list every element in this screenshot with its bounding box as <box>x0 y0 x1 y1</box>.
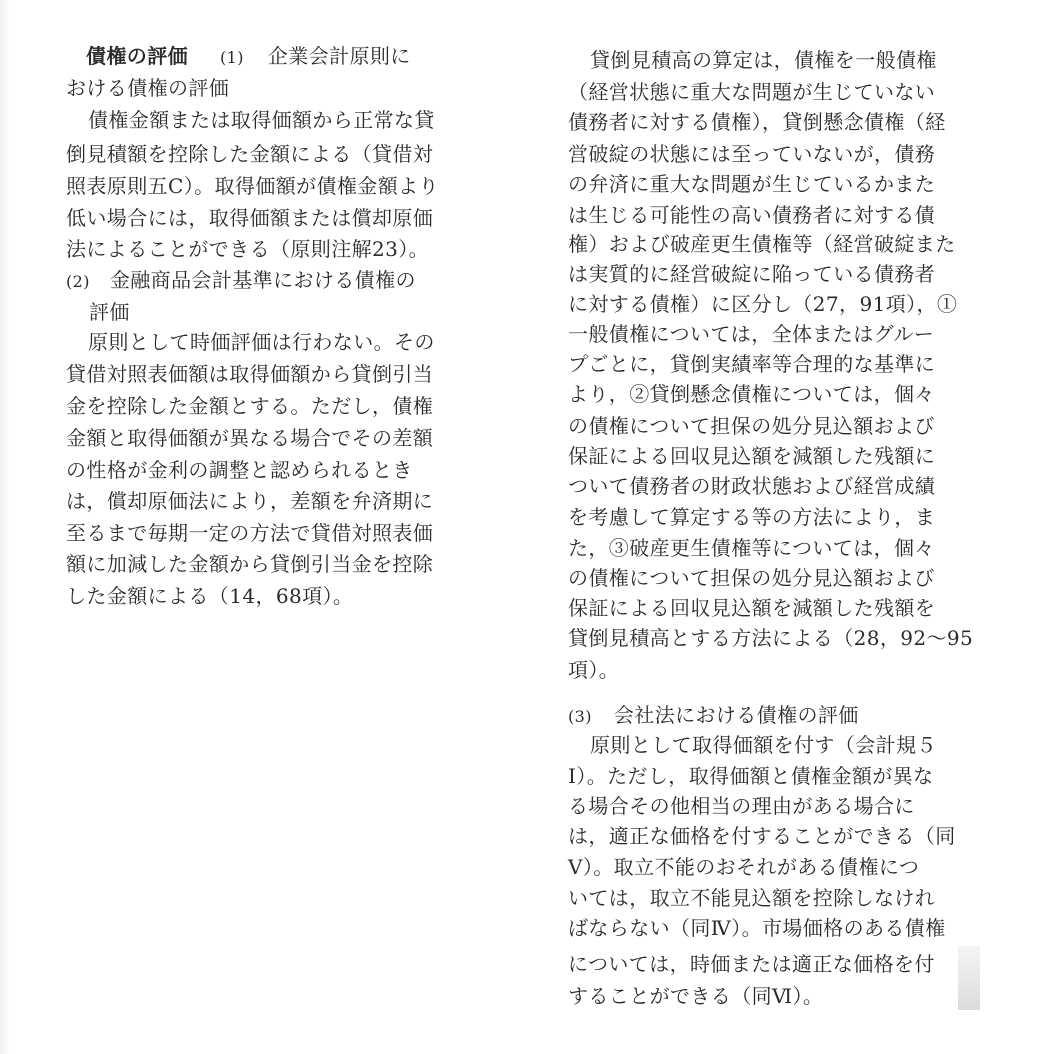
paragraph-1-line: 照表原則五C）。取得価額が債権金額より <box>66 174 439 198</box>
paragraph-3-line: は実質的に経営破綻に陥っている債務者 <box>568 262 936 286</box>
paragraph-2-line: した金額による（14，68項）。 <box>66 584 354 608</box>
subsection-2-heading <box>66 268 416 294</box>
paragraph-4-line: は，適正な価格を付することができる（同 <box>568 824 956 848</box>
paragraph-3-line: 権）および破産更生債権等（経営破綻また <box>568 232 956 256</box>
subsection-1-number: (1) <box>220 48 244 67</box>
paragraph-4-line: る場合その他相当の理由がある場合に <box>568 794 915 818</box>
section-heading: 債権の評価 <box>86 44 188 68</box>
paragraph-4-line: Ⅴ）。取立不能のおそれがある債権につ <box>568 855 920 879</box>
paragraph-2-line: 貸借対照表価額は取得価額から貸倒引当 <box>66 362 434 386</box>
section-heading-line <box>86 44 411 70</box>
paragraph-3-line: （経営状態に重大な問題が生じていない <box>568 80 936 104</box>
paragraph-2-line: 至るまで毎期一定の方法で貸借対照表価 <box>66 521 434 545</box>
paragraph-1-line: 低い場合には，取得価額または償却原価 <box>66 206 434 230</box>
paragraph-3-line: の債権について担保の処分見込額および <box>568 414 935 438</box>
paragraph-3-line: は生じる可能性の高い債務者に対する債 <box>568 203 936 227</box>
paragraph-3-line: 貸倒見積高とする方法による（28，92〜95 <box>568 626 974 650</box>
paragraph-3-line: 一般債権については，全体またはグルー <box>568 322 935 346</box>
scan-edge-shadow <box>0 0 10 1054</box>
paragraph-3-line: 保証による回収見込額を減額した残額を <box>568 596 936 620</box>
paragraph-3-line: より，②貸倒懸念債権については，個々 <box>568 382 935 406</box>
paragraph-4-line: Ⅰ）。ただし，取得価額と債権金額が異な <box>568 764 934 788</box>
paragraph-3-line: ついて債務者の財政状態および経営成績 <box>568 474 936 498</box>
paragraph-3-line: た，③破産更生債権等については，個々 <box>568 536 935 560</box>
subsection-3-title: 会社法における債権の評価 <box>613 703 859 727</box>
paragraph-2-line: の性格が金利の調整と認められるとき <box>66 458 413 482</box>
paragraph-4-line: ばならない（同Ⅳ）。市場価格のある債権 <box>568 916 946 940</box>
subsection-2-number: (2) <box>66 272 90 291</box>
paragraph-3-line: プごとに，貸倒実績率等合理的な基準に <box>568 352 936 376</box>
paragraph-1-line: 法によることができる（原則注解23）。 <box>66 237 430 261</box>
subsection-2-title-a: 金融商品会計基準における債権の <box>109 268 416 292</box>
paragraph-4-line: することができる（同Ⅵ）。 <box>568 984 824 1008</box>
paragraph-1-line: 倒見積額を控除した金額による（貸借対 <box>66 142 434 166</box>
paragraph-3-line: を考慮して算定する等の方法により，ま <box>568 505 936 529</box>
paragraph-3-line: に対する債権）に区分し（27，91項），① <box>568 292 958 316</box>
subsection-3-number: (3) <box>568 707 592 726</box>
paragraph-4-line: いては，取立不能見込額を控除しなけれ <box>568 886 936 910</box>
subsection-2-title-b: 評価 <box>89 300 130 324</box>
scan-smudge <box>958 946 980 1010</box>
paragraph-3-line: の債権について担保の処分見込額および <box>568 566 935 590</box>
paragraph-2-line: は，償却原価法により，差額を弁済期に <box>66 489 434 513</box>
paragraph-2-line: 原則として時価評価は行わない。その <box>88 330 435 354</box>
paragraph-2-line: 金を控除した金額とする。ただし，債権 <box>66 394 434 418</box>
subsection-1-title-b: おける債権の評価 <box>66 76 230 100</box>
paragraph-4-line: 原則として取得価額を付す（会計規５ <box>590 733 937 757</box>
paragraph-2-line: 金額と取得価額が異なる場合でその差額 <box>66 426 434 450</box>
paragraph-3-line: 営破綻の状態には至っていないが，債務 <box>568 142 936 166</box>
paragraph-3-line: 貸倒見積高の算定は，債権を一般債権 <box>590 48 937 72</box>
paragraph-2-line: 額に加減した金額から貸倒引当金を控除 <box>66 552 434 576</box>
paragraph-4-line: については，時価または適正な価格を付 <box>568 952 935 976</box>
paragraph-3-line: 項）。 <box>568 658 620 682</box>
paragraph-3-line: 保証による回収見込額を減額した残額に <box>568 444 936 468</box>
paragraph-1-line: 債権金額または取得価額から正常な貸 <box>88 108 435 132</box>
paragraph-3-line: の弁済に重大な問題が生じているかまた <box>568 172 936 196</box>
subsection-1-title-a: 企業会計原則に <box>267 44 411 68</box>
subsection-3-heading <box>568 703 859 729</box>
paragraph-3-line: 債務者に対する債権），貸倒懸念債権（経 <box>568 110 946 134</box>
